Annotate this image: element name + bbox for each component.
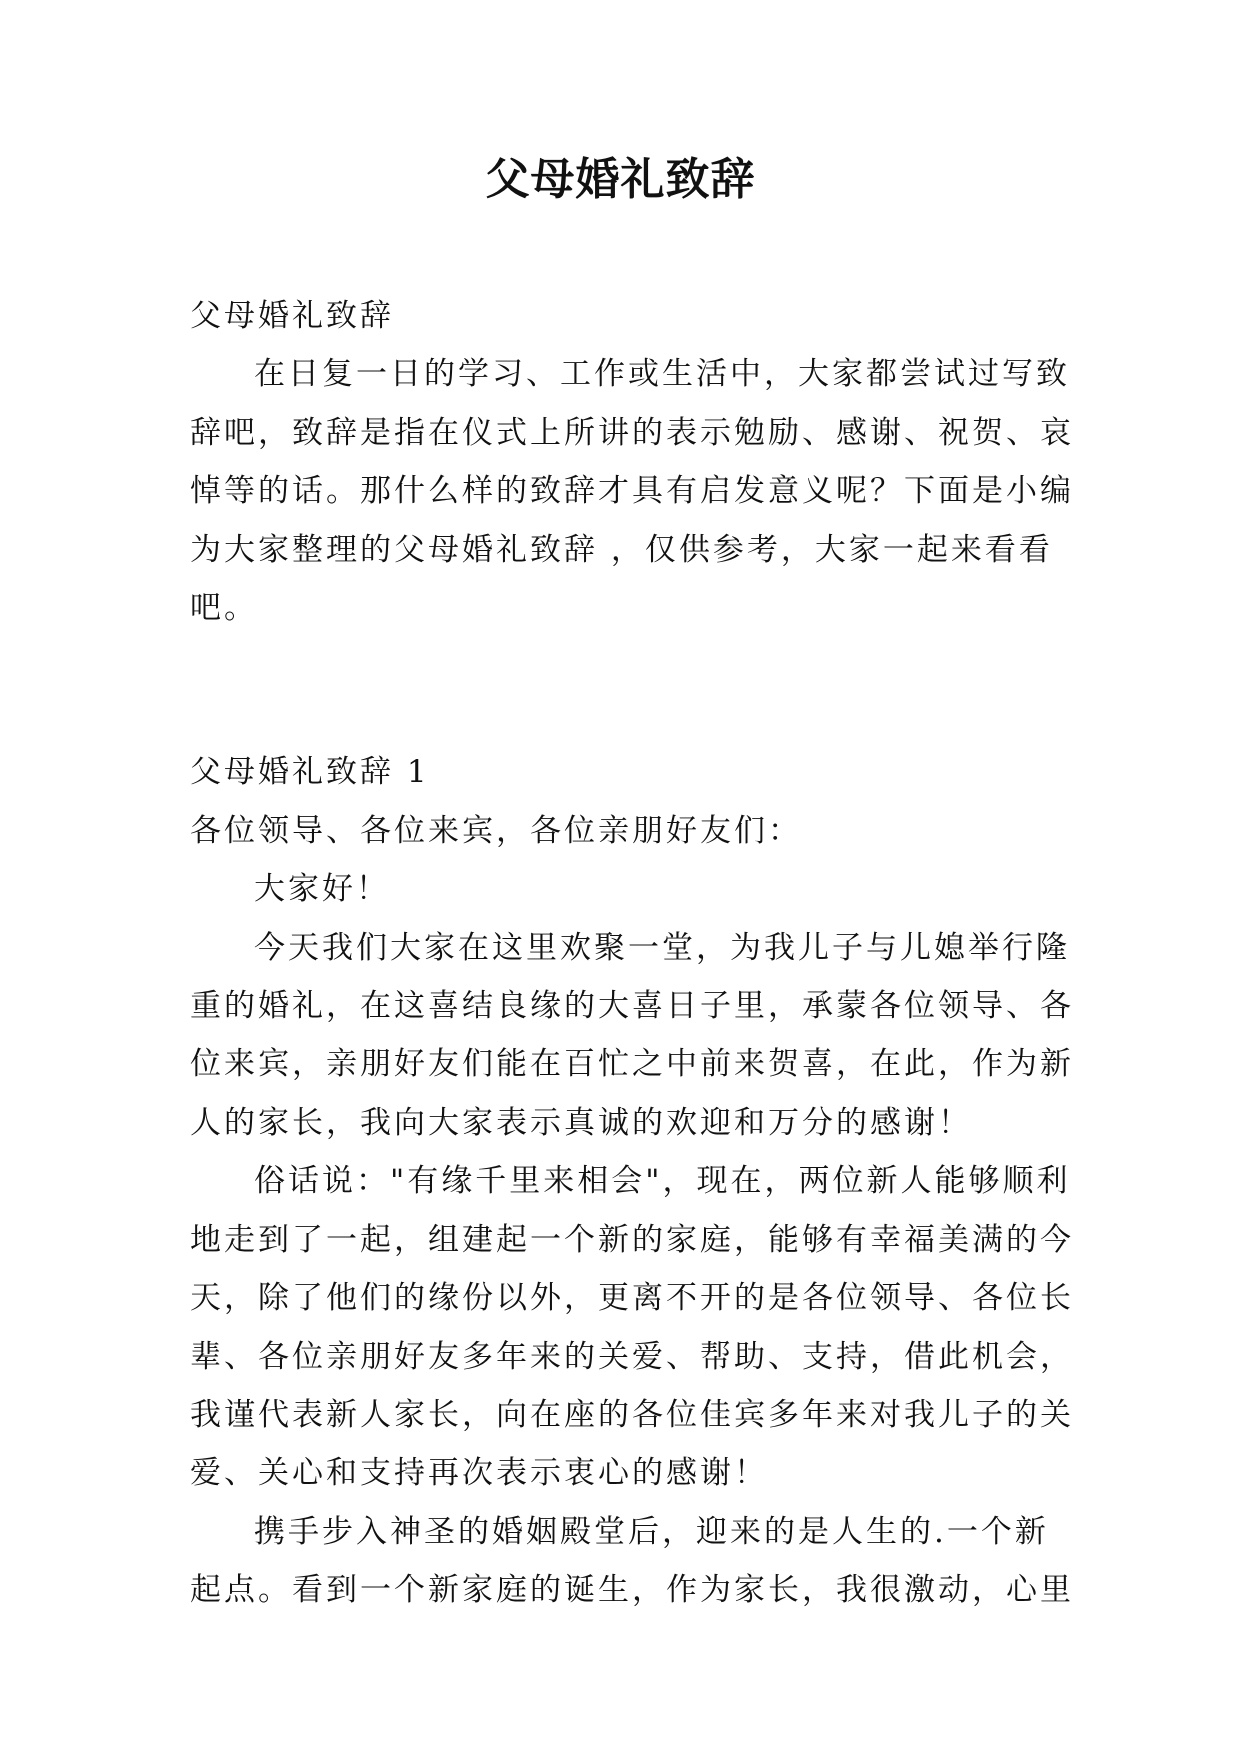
intro-line: 辞吧，致辞是指在仪式上所讲的表示勉励、感谢、祝贺、哀 [190,414,1074,451]
paragraph-line: 辈、各位亲朋好友多年来的关爱、帮助、支持，借此机会， [190,1338,1074,1375]
paragraph-line: 爱、关心和支持再次表示衷心的感谢！ [190,1455,768,1492]
document-title: 父母婚礼致辞 [485,154,756,205]
greeting: 大家好！ [254,871,390,908]
section-spacer [190,637,1052,743]
subtitle: 父母婚礼致辞 [190,298,394,334]
paragraph-line: 携手步入神圣的婚姻殿堂后，迎来的是人生的.一个新 [254,1513,1049,1550]
section-heading: 父母婚礼致辞 1 [190,754,430,791]
intro-paragraph [190,345,1074,637]
paragraph-1 [190,919,1074,1153]
document-body [190,287,1074,1620]
paragraph-2 [190,1152,1074,1502]
paragraph-line: 地走到了一起，组建起一个新的家庭，能够有幸福美满的今 [190,1221,1074,1258]
paragraph-line: 重的婚礼，在这喜结良缘的大喜日子里，承蒙各位领导、各 [190,988,1074,1025]
paragraph-line: 俗话说："有缘千里来相会"，现在，两位新人能够顺利 [254,1163,1071,1200]
paragraph-3 [190,1503,1074,1620]
paragraph-line: 位来宾，亲朋好友们能在百忙之中前来贺喜，在此，作为新 [190,1046,1074,1083]
intro-line: 吧。 [190,590,258,627]
intro-line: 为大家整理的父母婚礼致辞 ，仅供参考，大家一起来看看 [190,531,1053,568]
salutation: 各位领导、各位来宾，各位亲朋好友们： [190,812,802,849]
paragraph-line: 起点。看到一个新家庭的诞生，作为家长，我很激动，心里 [190,1572,1074,1609]
paragraph-line: 我谨代表新人家长，向在座的各位佳宾多年来对我儿子的关 [190,1396,1074,1433]
paragraph-line: 天，除了他们的缘份以外，更离不开的是各位领导、各位长 [190,1280,1074,1317]
paragraph-line: 今天我们大家在这里欢聚一堂，为我儿子与儿媳举行隆 [254,929,1070,966]
intro-line: 在日复一日的学习、工作或生活中，大家都尝试过写致 [254,356,1070,393]
paragraph-line: 人的家长，我向大家表示真诚的欢迎和万分的感谢！ [190,1104,972,1141]
intro-line: 悼等的话。那什么样的致辞才具有启发意义呢？下面是小编 [190,473,1074,510]
